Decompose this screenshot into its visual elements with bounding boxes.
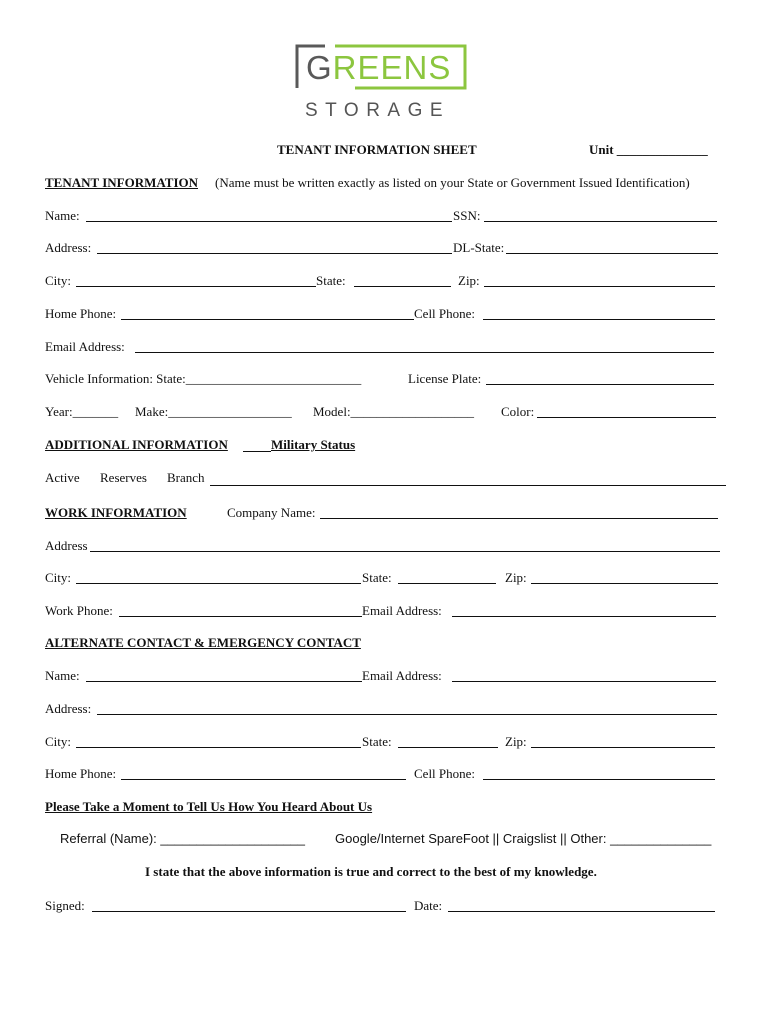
- tenant-vehicle-state-field[interactable]: Vehicle Information: State:___________________________: [45, 371, 362, 386]
- work-company-field[interactable]: [320, 518, 718, 519]
- heard-options[interactable]: Google/Internet SpareFoot || Craigslist || Other: ______________: [335, 831, 712, 846]
- logo-word-storage: STORAGE: [305, 100, 451, 121]
- alternate-city-label: City:: [45, 734, 72, 749]
- alternate-cell-phone-field[interactable]: [483, 779, 715, 780]
- tenant-email-field[interactable]: [135, 352, 714, 353]
- tenant-name-label: Name:: [45, 208, 80, 223]
- work-company-label: Company Name:: [227, 505, 316, 520]
- military-branch-field[interactable]: [210, 485, 726, 486]
- work-state-field[interactable]: [398, 583, 496, 584]
- date-label: Date:: [414, 898, 443, 913]
- tenant-make-field[interactable]: Make:___________________: [135, 404, 292, 419]
- alternate-name-label: Name:: [45, 668, 80, 683]
- tenant-color-label: Color:: [501, 404, 535, 419]
- logo-word-greens: GREENS: [306, 49, 452, 86]
- alternate-home-phone-label: Home Phone:: [45, 766, 117, 781]
- unit-field[interactable]: Unit ______________: [589, 142, 708, 157]
- alternate-address-label: Address:: [45, 701, 92, 716]
- alternate-state-label: State:: [362, 734, 392, 749]
- alternate-email-field[interactable]: [452, 681, 716, 682]
- signature-field[interactable]: [92, 911, 406, 912]
- tenant-address-label: Address:: [45, 240, 92, 255]
- tenant-zip-field[interactable]: [484, 286, 715, 287]
- alternate-city-field[interactable]: [76, 747, 361, 748]
- form-title: TENANT INFORMATION SHEET: [277, 142, 477, 157]
- heard-about-us-heading: Please Take a Moment to Tell Us How You Heard About Us: [45, 799, 373, 814]
- referral-name-field[interactable]: Referral (Name): ____________________: [60, 831, 306, 846]
- tenant-email-label: Email Address:: [45, 339, 125, 354]
- tenant-state-label: State:: [316, 273, 346, 288]
- date-field[interactable]: [448, 911, 715, 912]
- alternate-home-phone-field[interactable]: [121, 779, 406, 780]
- greens-storage-logo: [295, 44, 477, 124]
- tenant-city-field[interactable]: [76, 286, 316, 287]
- tenant-ssn-field[interactable]: [484, 221, 717, 222]
- tenant-note: (Name must be written exactly as listed on your State or Government Issued Identification): [215, 175, 690, 190]
- work-zip-label: Zip:: [505, 570, 527, 585]
- tenant-cell-phone-label: Cell Phone:: [414, 306, 476, 321]
- tenant-model-field[interactable]: Model:___________________: [313, 404, 475, 419]
- work-section-heading: WORK INFORMATION: [45, 505, 187, 520]
- tenant-home-phone-label: Home Phone:: [45, 306, 117, 321]
- work-phone-label: Work Phone:: [45, 603, 113, 618]
- work-city-field[interactable]: [76, 583, 361, 584]
- alternate-section-heading: ALTERNATE CONTACT & EMERGENCY CONTACT: [45, 635, 361, 650]
- alternate-address-field[interactable]: [97, 714, 717, 715]
- additional-section-heading: ADDITIONAL INFORMATION: [45, 437, 228, 452]
- alternate-email-label: Email Address:: [362, 668, 442, 683]
- tenant-zip-label: Zip:: [458, 273, 480, 288]
- tenant-license-plate-field[interactable]: [486, 384, 714, 385]
- tenant-dl-state-label: DL-State:: [453, 240, 505, 255]
- alternate-cell-phone-label: Cell Phone:: [414, 766, 476, 781]
- work-phone-field[interactable]: [119, 616, 362, 617]
- signed-label: Signed:: [45, 898, 85, 913]
- alternate-state-field[interactable]: [398, 747, 498, 748]
- alternate-zip-field[interactable]: [531, 747, 715, 748]
- alternate-name-field[interactable]: [86, 681, 362, 682]
- work-city-label: City:: [45, 570, 72, 585]
- tenant-section-heading: TENANT INFORMATION: [45, 175, 199, 190]
- work-email-field[interactable]: [452, 616, 716, 617]
- work-email-label: Email Address:: [362, 603, 442, 618]
- military-active-option[interactable]: Active: [45, 470, 80, 485]
- tenant-dl-state-field[interactable]: [506, 253, 718, 254]
- tenant-license-plate-label: License Plate:: [408, 371, 482, 386]
- military-status-heading: Military Status: [271, 437, 356, 452]
- tenant-home-phone-field[interactable]: [121, 319, 414, 320]
- tenant-state-field[interactable]: [354, 286, 451, 287]
- work-address-label: Address: [45, 538, 88, 553]
- military-reserves-option[interactable]: Reserves: [100, 470, 147, 485]
- tenant-cell-phone-field[interactable]: [483, 319, 715, 320]
- tenant-name-field[interactable]: [86, 221, 452, 222]
- tenant-ssn-label: SSN:: [453, 208, 481, 223]
- tenant-city-label: City:: [45, 273, 72, 288]
- tenant-color-field[interactable]: [537, 417, 716, 418]
- alternate-zip-label: Zip:: [505, 734, 527, 749]
- work-state-label: State:: [362, 570, 392, 585]
- military-branch-option[interactable]: Branch: [167, 470, 205, 485]
- work-zip-field[interactable]: [531, 583, 718, 584]
- certification-statement: I state that the above information is true and correct to the best of my knowledge.: [145, 864, 597, 879]
- tenant-year-field[interactable]: Year:_______: [45, 404, 119, 419]
- work-address-field[interactable]: [90, 551, 720, 552]
- tenant-address-field[interactable]: [97, 253, 452, 254]
- heading-underline-gap: [243, 451, 271, 452]
